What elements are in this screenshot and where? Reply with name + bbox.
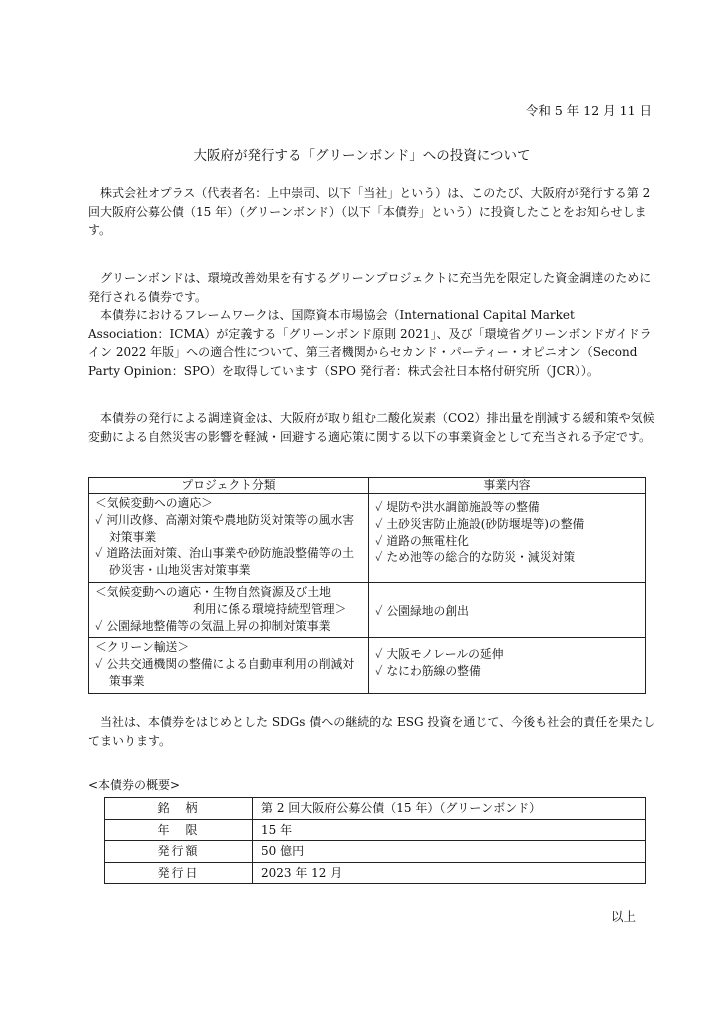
header-project-category: プロジェクト分類	[89, 478, 369, 494]
activity-cell	[369, 582, 646, 637]
activity-item	[375, 533, 639, 550]
table-row	[89, 582, 646, 637]
category-cell	[89, 638, 369, 693]
intro-paragraph: 株式会社オプラス（代表者名：上中崇司、以下「当社」という）は、このたび、大阪府が発行する第 2 回大阪府公募公債（15 年）（グリーンボンド）（以下「本債券」という）に投資したことをお知らせします。	[88, 186, 651, 238]
summary-label: 発行額	[105, 841, 253, 863]
project-item	[95, 656, 362, 690]
check-icon: ✓	[375, 500, 383, 514]
summary-value: 15 年	[253, 819, 646, 841]
check-icon: ✓	[95, 657, 103, 672]
check-icon: ✓	[375, 516, 383, 531]
activity-item	[375, 663, 639, 680]
check-icon: ✓	[375, 664, 383, 679]
project-item	[95, 512, 362, 546]
green-bond-section	[88, 269, 656, 381]
bond-summary-table	[104, 797, 646, 884]
end-mark: 以上	[610, 909, 636, 924]
summary-heading: <本債券の概要>	[88, 778, 181, 792]
activity-cell	[369, 494, 646, 583]
summary-value: 第 2 回大阪府公募公債（15 年）（グリーンボンド）	[253, 798, 646, 820]
category-label: ＜気候変動への適応・生物自然資源及び土地	[95, 584, 331, 599]
activity-text: ため池等の総合的な防災・減災対策	[386, 550, 576, 565]
header-business-content: 事業内容	[369, 478, 646, 494]
table-row	[105, 819, 646, 841]
project-text: 公共交通機関の整備による自動車利用の削減対策事業	[106, 657, 355, 688]
check-icon: ✓	[375, 533, 383, 548]
check-icon: ✓	[95, 546, 103, 561]
check-icon: ✓	[375, 550, 383, 565]
project-item	[95, 545, 362, 579]
category-label-continued: 利用に係る環境持続型管理＞	[193, 601, 347, 616]
activity-item	[375, 646, 639, 663]
summary-label: 発行日	[105, 862, 253, 884]
activity-cell	[369, 638, 646, 693]
project-text: 河川改修、高潮対策や農地防災対策等の風水害対策事業	[106, 512, 355, 544]
table-row	[105, 862, 646, 884]
project-table-header	[89, 478, 646, 494]
category-cell	[89, 494, 369, 583]
activity-item	[375, 603, 639, 620]
table-row	[89, 638, 646, 693]
project-text: 公園緑地整備等の気温上昇の抑制対策事業	[106, 618, 331, 633]
summary-value: 50 億円	[253, 841, 646, 863]
activity-text: 大阪モノレールの延伸	[386, 647, 504, 662]
project-item	[95, 618, 362, 635]
check-icon: ✓	[95, 512, 103, 527]
category-cell	[89, 582, 369, 637]
document-date: 令和 5 年 12 月 11 日	[525, 103, 652, 118]
category-label: ＜気候変動への適応＞	[95, 496, 213, 510]
check-icon: ✓	[375, 603, 383, 618]
project-table	[88, 477, 646, 694]
activity-item	[375, 516, 639, 533]
activity-text: 公園緑地の創出	[386, 603, 469, 618]
activity-item	[375, 549, 639, 566]
activity-text: 道路の無電柱化	[386, 533, 469, 548]
summary-label: 銘 柄	[105, 798, 253, 820]
summary-label: 年 限	[105, 819, 253, 841]
table-row	[105, 841, 646, 863]
green-bond-definition: グリーンボンドは、環境改善効果を有するグリーンプロジェクトに充当先を限定した資金調達のために発行される債券です。	[88, 271, 652, 304]
table-row	[105, 798, 646, 820]
activity-item	[375, 499, 639, 516]
framework-paragraph: 本債券におけるフレームワークは、国際資本市場協会（International Capital Market Association：ICMA）が定義する「グリーンボンド原則 2021」、及び「環境省グリーンボンドガイドライン 2022 年版」への適合性について、第三者機関からセカンド・パーティー・オピニオン（Second Party Opinion：SPO）を取得しています（SPO 発行者：株式会社日本格付研究所（JCR））。	[88, 308, 652, 378]
use-of-funds-paragraph: 本債券の発行による調達資金は、大阪府が取り組む二酸化炭素（CO2）排出量を削減する緩和策や気候変動による自然災害の影響を軽減・回避する適応策に関する以下の事業資金として充当される予定です。	[88, 411, 655, 444]
activity-text: なにわ筋線の整備	[386, 664, 481, 679]
project-text: 道路法面対策、治山事業や砂防施設整備等の土砂災害・山地災害対策事業	[106, 546, 355, 578]
summary-value: 2023 年 12 月	[253, 862, 646, 884]
activity-text: 土砂災害防止施設(砂防堰堤等)の整備	[386, 516, 585, 531]
category-label: ＜クリーン輸送＞	[95, 640, 190, 655]
document-title: 大阪府が発行する「グリーンボンド」への投資について	[193, 148, 531, 164]
table-row	[89, 494, 646, 583]
closing-paragraph: 当社は、本債券をはじめとした SDGs 債への継続的な ESG 投資を通じて、今後も社会的責任を果たしてまいります。	[88, 715, 656, 748]
check-icon: ✓	[95, 618, 103, 633]
activity-text: 堤防や洪水調節施設等の整備	[386, 500, 540, 514]
check-icon: ✓	[375, 647, 383, 662]
